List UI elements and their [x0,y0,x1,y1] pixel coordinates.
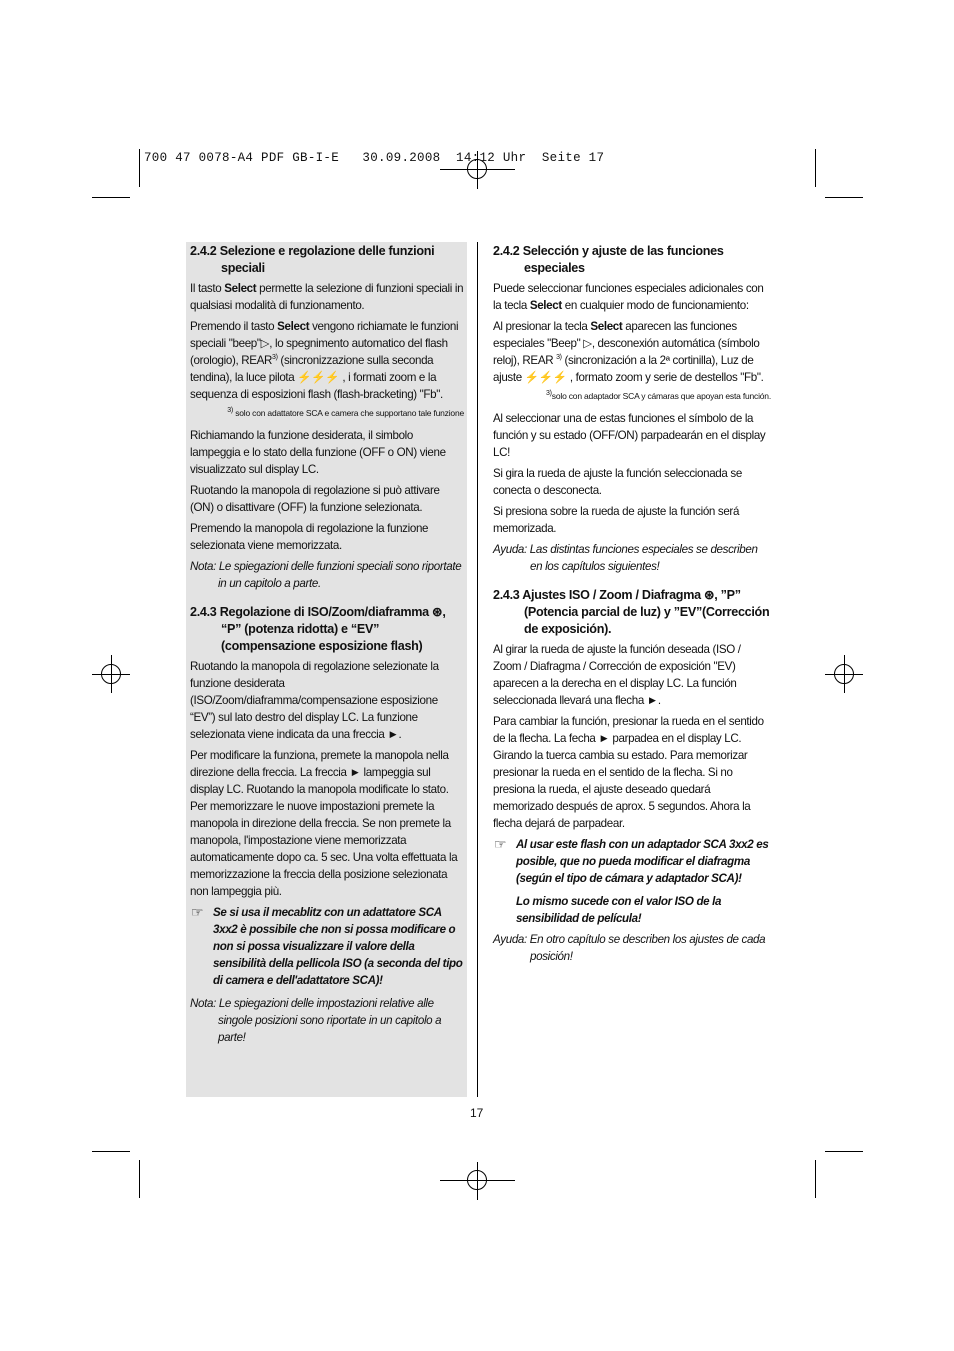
paragraph: Al girar la rueda de ajuste la función deseada (ISO / Zoom / Diafragma / Corrección de exposición "EV) aparecen a la derecha en el display LC. La función seleccionada llevará una flecha ►. [493,643,741,707]
aperture-icon: ⊛ [432,605,443,619]
section-heading-2-4-3: 2.4.3 Ajustes ISO / Zoom / Diafragma ⊛, ”P” (Potencia parcial de luz) y ”EV”(Corrección de exposición). [493,588,770,636]
paragraph: Al seleccionar una de estas funciones el símbolo de la función y su estado (OFF/ON) parpadearán en el display LC! [493,412,766,459]
section-heading-2-4-3: 2.4.3 Regolazione di ISO/Zoom/diaframma ⊛, “P” (potenza ridotta) e “EV” (compensazione esposizione flash) [190,605,446,653]
arrow-right-icon: ► [646,694,658,707]
crop-mark [92,197,130,198]
registration-mark [834,664,854,684]
spanish-column [493,243,771,969]
crop-mark [139,1160,140,1198]
pilot-light-icon: ⚡⚡⚡ [524,371,567,384]
crop-mark [825,1151,863,1152]
paragraph: Al presionar la tecla Select aparecen las funciones especiales "Beep" ▷, desconexión automática (símbolo reloj), REAR $^{3)}$ (sincronización a la 2ª cortinilla), Luz de ajuste ⚡⚡⚡ , formato zoom y serie de destellos "Fb". [493,320,764,384]
speaker-icon: ▷ [583,337,592,350]
print-header: 700 47 0078-A4 PDF GB-I-E 30.09.2008 14:12 Uhr Seite 17 [144,151,605,165]
registration-mark [467,1170,487,1190]
arrow-right-icon: ► [387,728,399,741]
speaker-icon: ▷ [260,337,270,350]
paragraph: Premendo il tasto Select vengono richiamate le funzioni speciali "beep"▷, lo spegnimento automatico del flash (orologio), REAR$^{3)}$ (sincronizzazione sulla seconda tendina), la luce pilota ⚡⚡⚡ , i formati zoom e la sequenza di esposizioni flash (flash-bracketing) "Fb". [190,320,459,401]
crop-mark [815,1160,816,1198]
crop-mark [815,149,816,187]
section-heading-2-4-2: 2.4.2 Selezione e regolazione delle funzioni speciali [190,244,435,275]
section-heading-2-4-2: 2.4.2 Selección y ajuste de las funciones especiales [493,244,724,275]
help-note: Ayuda: Las distintas funciones especiales se describen en los capítulos siguientes! [493,543,758,573]
paragraph: Ruotando la manopola di regolazione si può attivare (ON) o disattivare (OFF) la funzione selezionata. [190,484,440,514]
paragraph: Para cambiar la función, presionar la rueda en el sentido de la flecha. La fecha ► parpadea en el display LC. Girando la tuerca cambia su estado. Para memorizar presionar la rueda en el sentido de la flecha. Si no presiona la rueda, el ajuste deseado quedará memorizado después de aprox. 5 segundos. Ahora la flecha dejará de parpadear. [493,715,764,830]
paragraph: Puede seleccionar funciones especiales adicionales con la tecla Select en cualquier modo de funcionamiento: [493,282,764,312]
paragraph: Richiamando la funzione desiderata, il simbolo lampeggia e lo stato della funzione (OFF o ON) viene visualizzato sul display LC. [190,429,446,476]
column-divider [477,242,478,1097]
pilot-light-icon: ⚡⚡⚡ [297,371,340,384]
registration-mark [101,664,121,684]
italian-column [190,243,464,1050]
paragraph: Si gira la rueda de ajuste la función seleccionada se conecta o desconecta. [493,467,742,497]
warning: ☞ Se si usa il mecablitz con un adattatore SCA 3xx2 è possibile che non si possa modificare o non si possa visualizzare il valore della sensibilità della pellicola ISO (a seconda del tipo di camera e dell'adattatore SCA)! [191,904,463,987]
warning: ☞ Al usar este flash con un adaptador SCA 3xx2 es posible, que no pueda modificar el diafragma (según el tipo de cámara y adaptador SCA)! [494,836,769,885]
pointing-hand-icon: ☞ [494,836,507,852]
paragraph: Per modificare la funziona, premete la manopola nella direzione della freccia. La freccia ► lampeggia sul display LC. Ruotando la manopola modificate lo stato. Per memorizzare le nuove impostazioni premete la manopola in direzione della freccia. Se non premete la manopola, l'impostazione viene memorizzata automaticamente dopo ca. 5 sec. Una volta effettuata la memorizzazione la freccia della posizione selezionata non lampeggia più. [190,749,458,898]
pointing-hand-icon: ☞ [191,904,204,920]
warning: Lo mismo sucede con el valor ISO de la sensibilidad de película! [516,895,722,925]
page-number: 17 [470,1106,484,1120]
footnote: $^{3)}$solo con adaptador SCA y cámaras que apoyan esta función. [545,390,771,401]
paragraph: Ruotando la manopola di regolazione selezionate la funzione desiderata (ISO/Zoom/diaframma/compensazione esposizione “EV”) sul lato destro del display LC. La funzione selezionata viene indicata da una freccia ►. [190,660,439,741]
paragraph: Premendo la manopola di regolazione la funzione selezionata viene memorizzata. [190,522,429,552]
arrow-right-icon: ► [349,766,361,779]
crop-mark [825,197,863,198]
arrow-right-icon: ► [598,732,610,745]
paragraph: Il tasto Select permette la selezione di funzioni speciali in qualsiasi modalità di funzionamento. [190,282,464,312]
aperture-icon: ⊛ [704,588,715,602]
help-note: Ayuda: En otro capítulo se describen los ajustes de cada posición! [493,933,766,963]
paragraph: Si presiona sobre la rueda de ajuste la función será memorizada. [493,505,740,535]
crop-mark [92,1151,130,1152]
crop-mark [139,149,140,187]
note: Nota: Le spiegazioni delle impostazioni relative alle singole posizioni sono riportate in un capitolo a parte! [190,997,442,1044]
footnote: $^{3)}$ solo con adattatore SCA e camera che supportano tale funzione [227,407,464,418]
note: Nota: Le spiegazioni delle funzioni speciali sono riportate in un capitolo a parte. [190,560,462,590]
